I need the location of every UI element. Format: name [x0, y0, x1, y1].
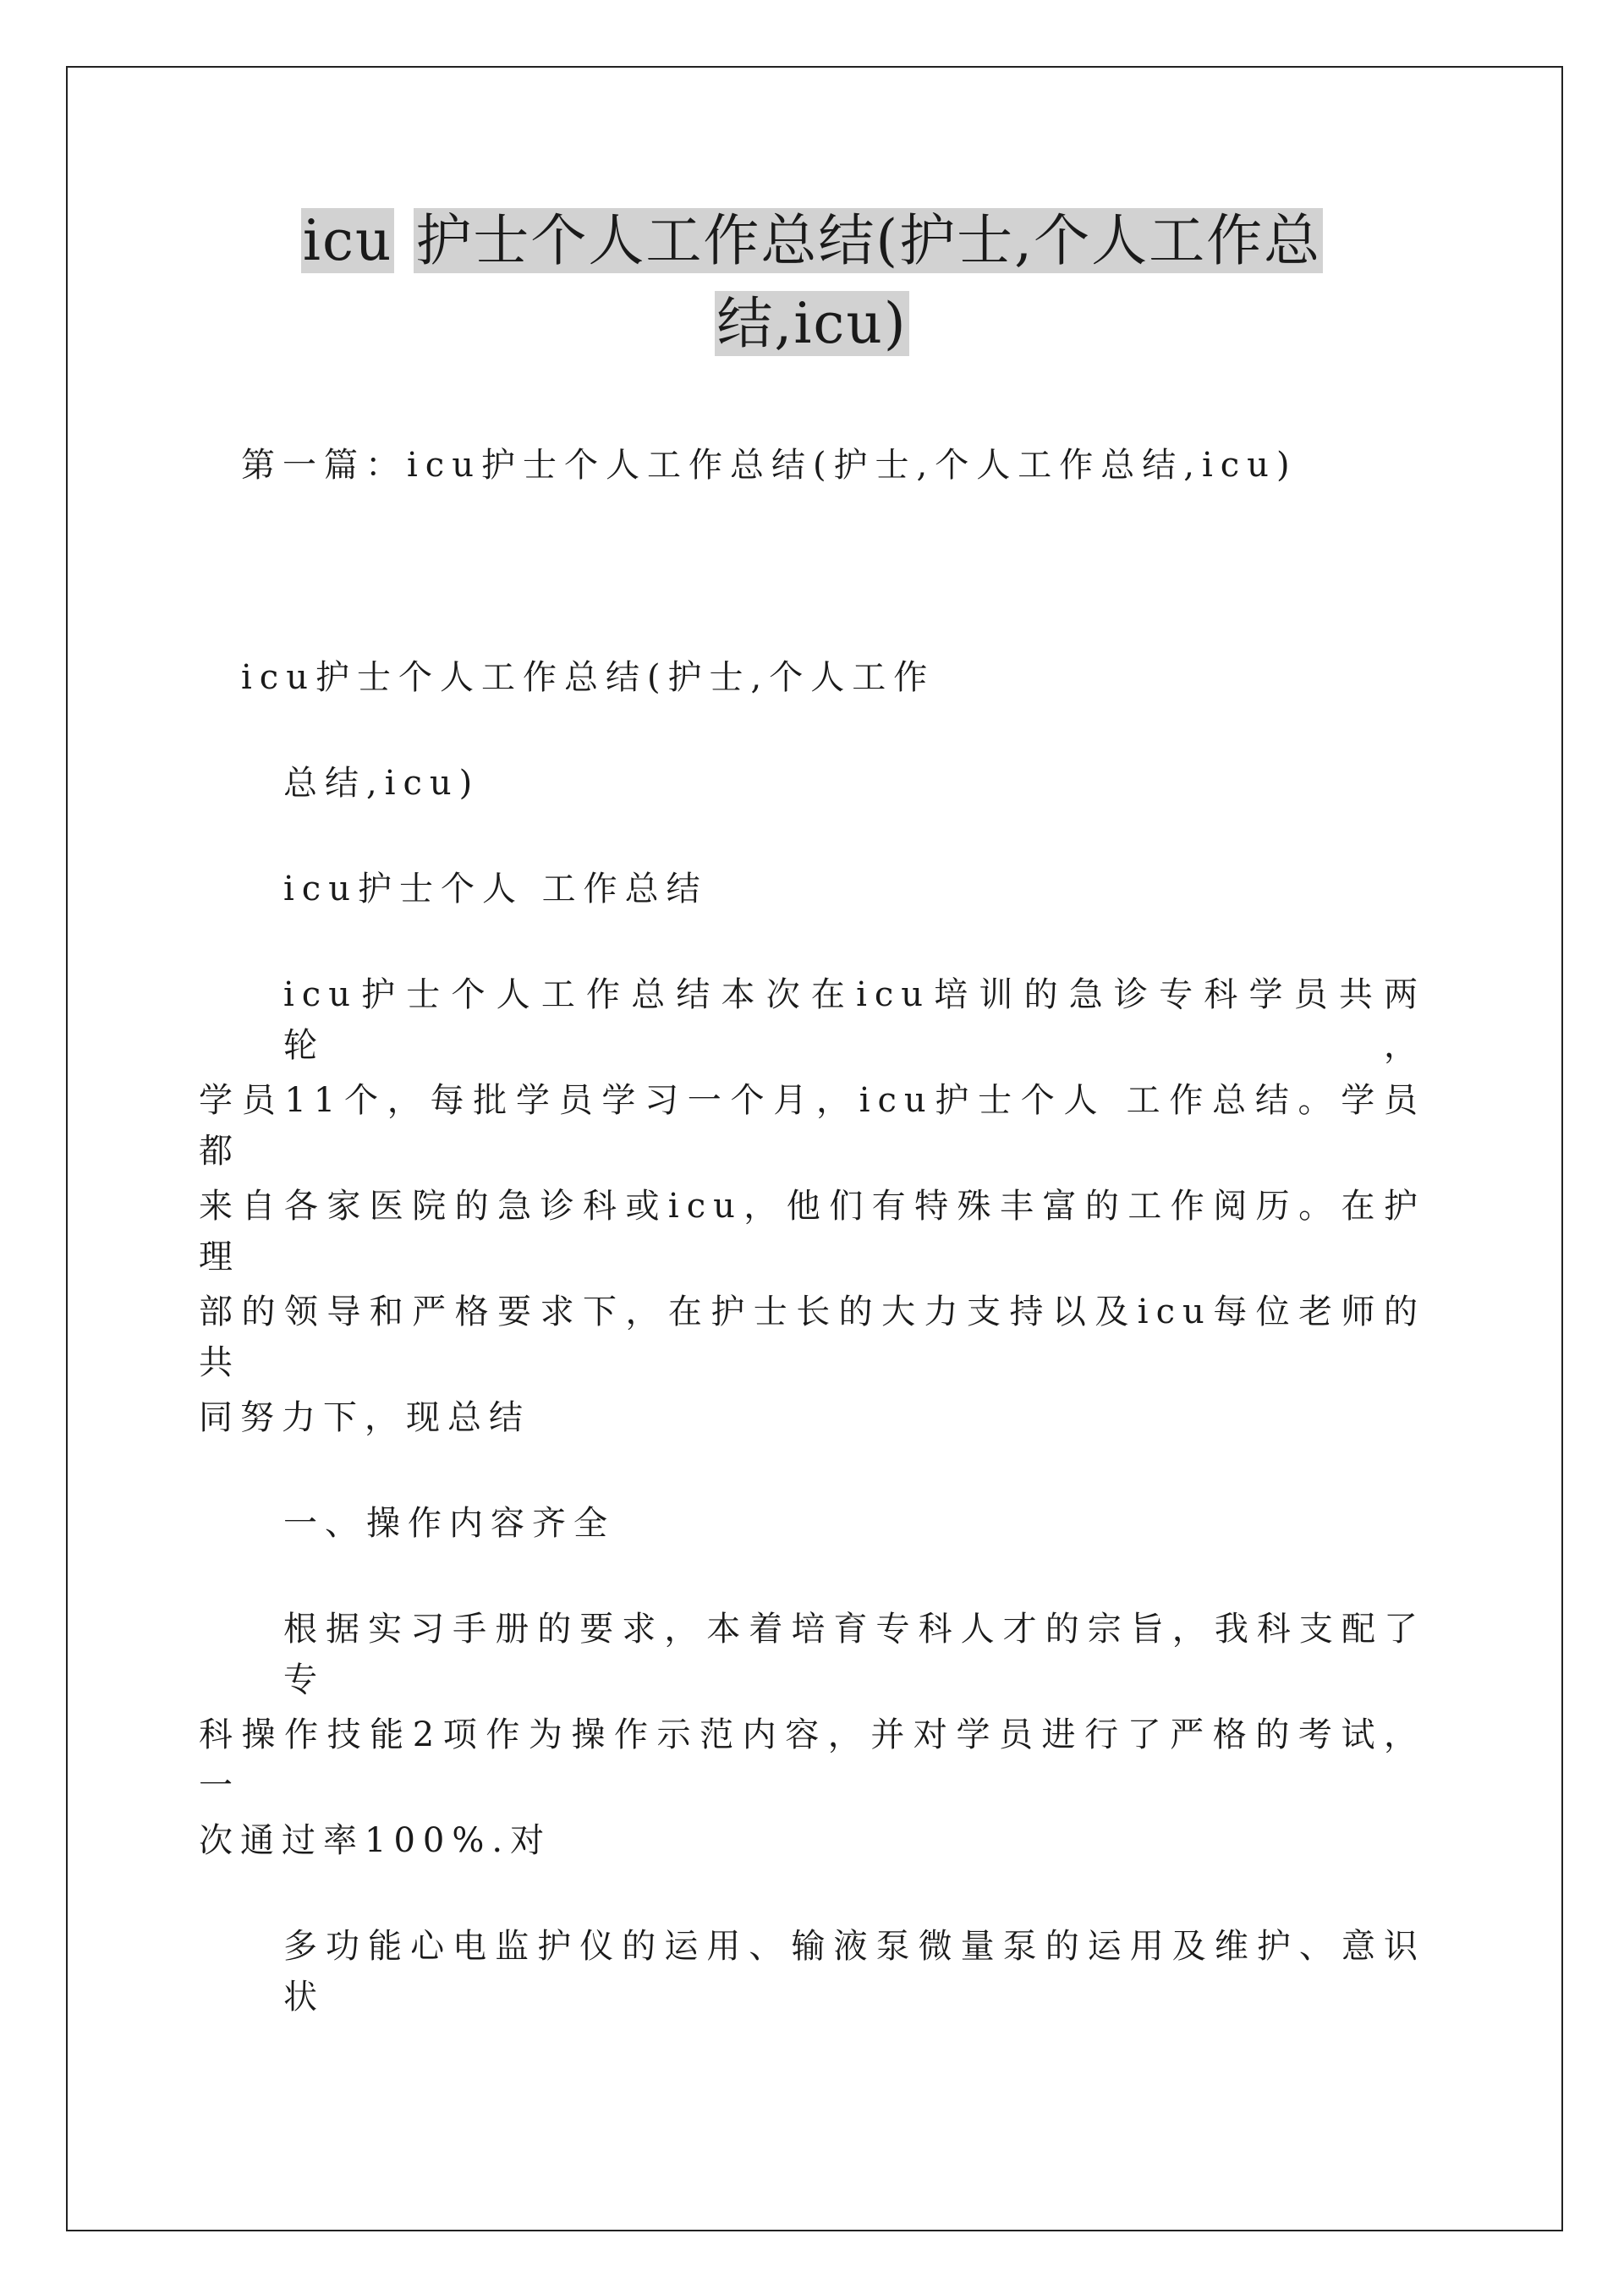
title-highlight-icu: icu — [302, 208, 393, 273]
subtitle-line-2: 总结,icu) — [283, 764, 480, 803]
paragraph-line: 科操作技能2项作为操作示范内容，并对学员进行了严格的考试，一 — [199, 1715, 1425, 1805]
paragraph-line: 学员11个，每批学员学习一个月，icu护士个人 工作总结。学员都 — [199, 1081, 1425, 1171]
section-heading-operations: 一、操作内容齐全 — [283, 1504, 615, 1543]
paragraph-line: icu护士个人工作总结本次在icu培训的急诊专科学员共两轮， — [283, 975, 1425, 1065]
chapter-heading: 第一篇：icu护士个人工作总结(护士,个人工作总结,icu) — [241, 446, 1298, 485]
title-highlight-main: 护士个人工作总结(护士,个人工作总 — [415, 208, 1322, 273]
paragraph-line: 根据实习手册的要求，本着培育专科人才的宗旨，我科支配了专 — [283, 1610, 1425, 1699]
document-title-line-1 — [135, 199, 1489, 283]
subtitle-line-1: icu护士个人工作总结(护士,个人工作 — [241, 658, 935, 697]
document-title-line-2 — [135, 282, 1489, 366]
paragraph-line: 部的领导和严格要求下，在护士长的大力支持以及icu每位老师的共 — [199, 1292, 1425, 1382]
paragraph-line: 同努力下，现总结 — [199, 1398, 530, 1437]
paragraph-line: 多功能心电监护仪的运用、输液泵微量泵的运用及维护、意识状 — [283, 1927, 1425, 2017]
paragraph-line: 次通过率100%.对 — [199, 1821, 552, 1860]
section-heading: icu护士个人 工作总结 — [283, 870, 708, 908]
title-highlight-line-2: 结,icu) — [716, 291, 908, 356]
paragraph-line: 来自各家医院的急诊科或icu，他们有特殊丰富的工作阅历。在护理 — [199, 1187, 1425, 1276]
